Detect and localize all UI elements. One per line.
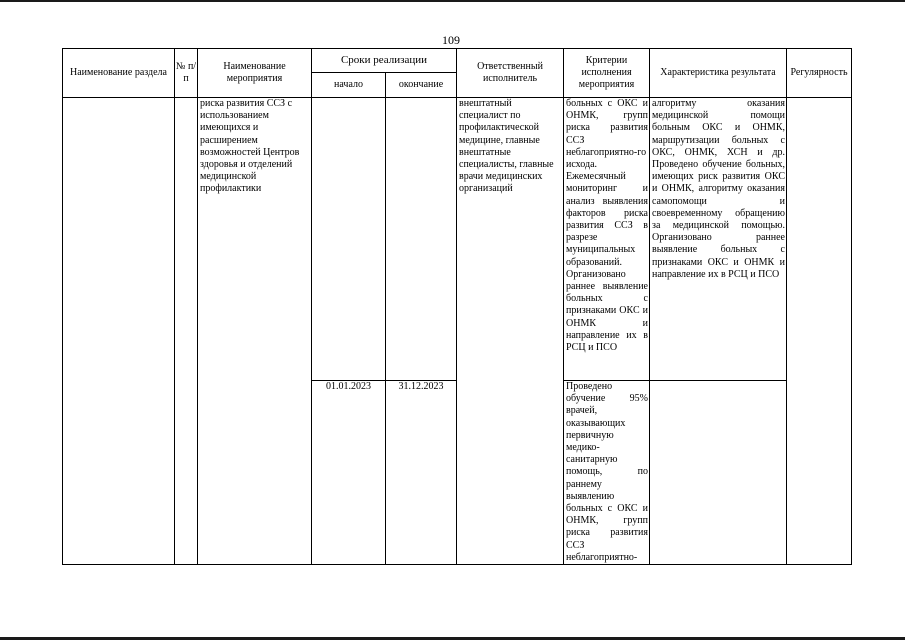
cell-result-2 [650,381,787,565]
cell-start-2 [312,381,386,565]
cell-result-1 [650,98,787,381]
plan-table [62,48,852,565]
cell-end-2 [386,381,457,565]
header-criteria: Критерии исполнения мероприятия [564,49,650,98]
criteria-text-2: Проведено обучение 95% врачей, оказывающих первичную медико-санитарную помощь, по раннему выявлению больных с ОКС и ОНМК, групп риска развития ССЗ неблагоприятно- [566,381,648,563]
cell-section [63,98,175,565]
header-regularity: Регулярность [787,49,852,98]
header-number: № п/п [175,49,198,98]
start-date: 01.01.2023 [326,381,371,392]
cell-responsible [457,98,564,565]
header-responsible: Ответственный исполнитель [457,49,564,98]
end-date: 31.12.2023 [398,381,444,392]
header-terms-label: Сроки реализации [340,54,428,66]
cell-end-1 [386,98,457,381]
event-text: риска развития ССЗ с использованием имеющихся и расширением возможностей Центров здоровья и отделений медицинской профилактики [200,98,300,195]
result-text-1: алгоритму оказания медицинской помощи больным ОКС и ОНМК, маршрутизации больных с ОКС, ОНМК, ХСН и др. Проведено обучение больных, имеющих риск развития ОКС и ОНМК, алгоритму оказания самопомощи и своевременному обращению за медицинской помощью. Организовано раннее выявление больных с признаками ОКС и ОНМК и направление их в РСЦ и ПСО [652,98,785,280]
page-number: 109 [442,33,460,47]
header-terms [312,49,457,73]
cell-number [175,98,198,565]
header-end: окончание [386,73,457,98]
scan-top-edge [0,0,905,2]
cell-start-1 [312,98,386,381]
responsible-text: внештатный специалист по профилактической медицине, главные внештатные специалисты, главные врачи медицинских организаций [459,98,554,195]
header-start: начало [312,73,386,98]
cell-criteria-1 [564,98,650,381]
cell-criteria-2 [564,381,650,565]
criteria-text-1: больных с ОКС и ОНМК, групп риска развития ССЗ неблагоприятно-го исхода. Ежемесячный мониторинг и анализ выявления факторов риска развития ССЗ в разрезе муниципальных образований. Организовано раннее выявление больных с признаками ОКС и ОНМК и направление их в РСЦ и ПСО [566,98,648,354]
table-row [63,98,852,381]
cell-event [198,98,312,565]
header-event: Наименование мероприятия [198,49,312,98]
header-result: Характеристика результата [650,49,787,98]
cell-regularity [787,98,852,565]
header-section: Наименование раздела [63,49,175,98]
